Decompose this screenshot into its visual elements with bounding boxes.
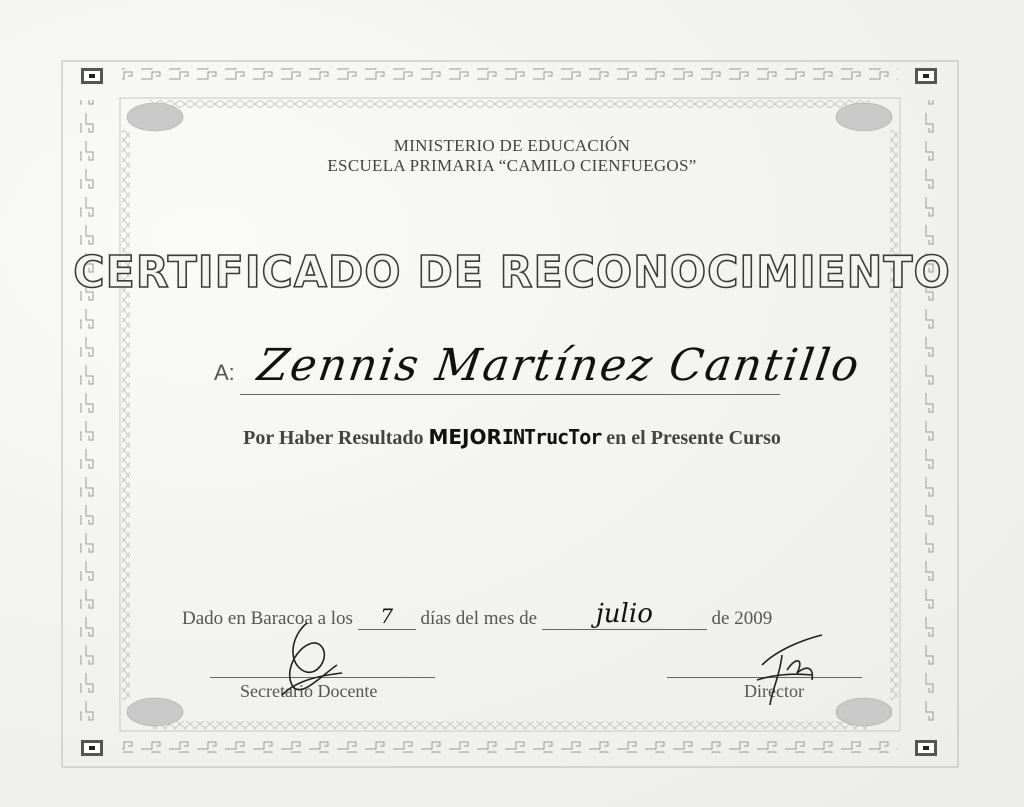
month-blank <box>542 599 707 630</box>
award-reason <box>0 425 1024 450</box>
date-middle: días del mes de <box>420 608 538 629</box>
corner-ornament-top-right <box>915 68 937 84</box>
reason-prefix: Por Haber Resultado <box>243 427 424 449</box>
day-value: 7 <box>380 604 394 628</box>
corner-ornament-bottom-left <box>81 740 103 756</box>
award-printed: MEJOR <box>428 425 502 449</box>
right-signature-label: Director <box>744 681 804 701</box>
corner-ornament-bottom-right <box>915 740 937 756</box>
ministry-heading: MINISTERIO DE EDUCACIÓN <box>393 136 631 155</box>
date-prefix: Dado en Baracoa a los <box>182 608 353 629</box>
corner-ornament-top-left <box>81 68 103 84</box>
certificate-title: CERTIFICADO DE RECONOCIMIENTO <box>73 247 951 298</box>
school-heading: ESCUELA PRIMARIA “CAMILO CIENFUEGOS” <box>327 156 697 175</box>
reason-suffix: en el Presente Curso <box>606 427 781 449</box>
recipient-label: A: <box>214 360 235 385</box>
month-value: julio <box>595 599 653 629</box>
recipient-name: Zennis Martínez Cantillo <box>254 340 864 391</box>
recipient-line <box>240 394 780 395</box>
award-handwritten: INTrucTor <box>501 425 602 449</box>
date-suffix: de 2009 <box>711 608 773 629</box>
left-signature-label: Secretario Docente <box>240 681 378 701</box>
day-blank <box>358 604 416 630</box>
left-signature-scribble <box>262 615 352 705</box>
right-signature-scribble <box>742 625 832 710</box>
